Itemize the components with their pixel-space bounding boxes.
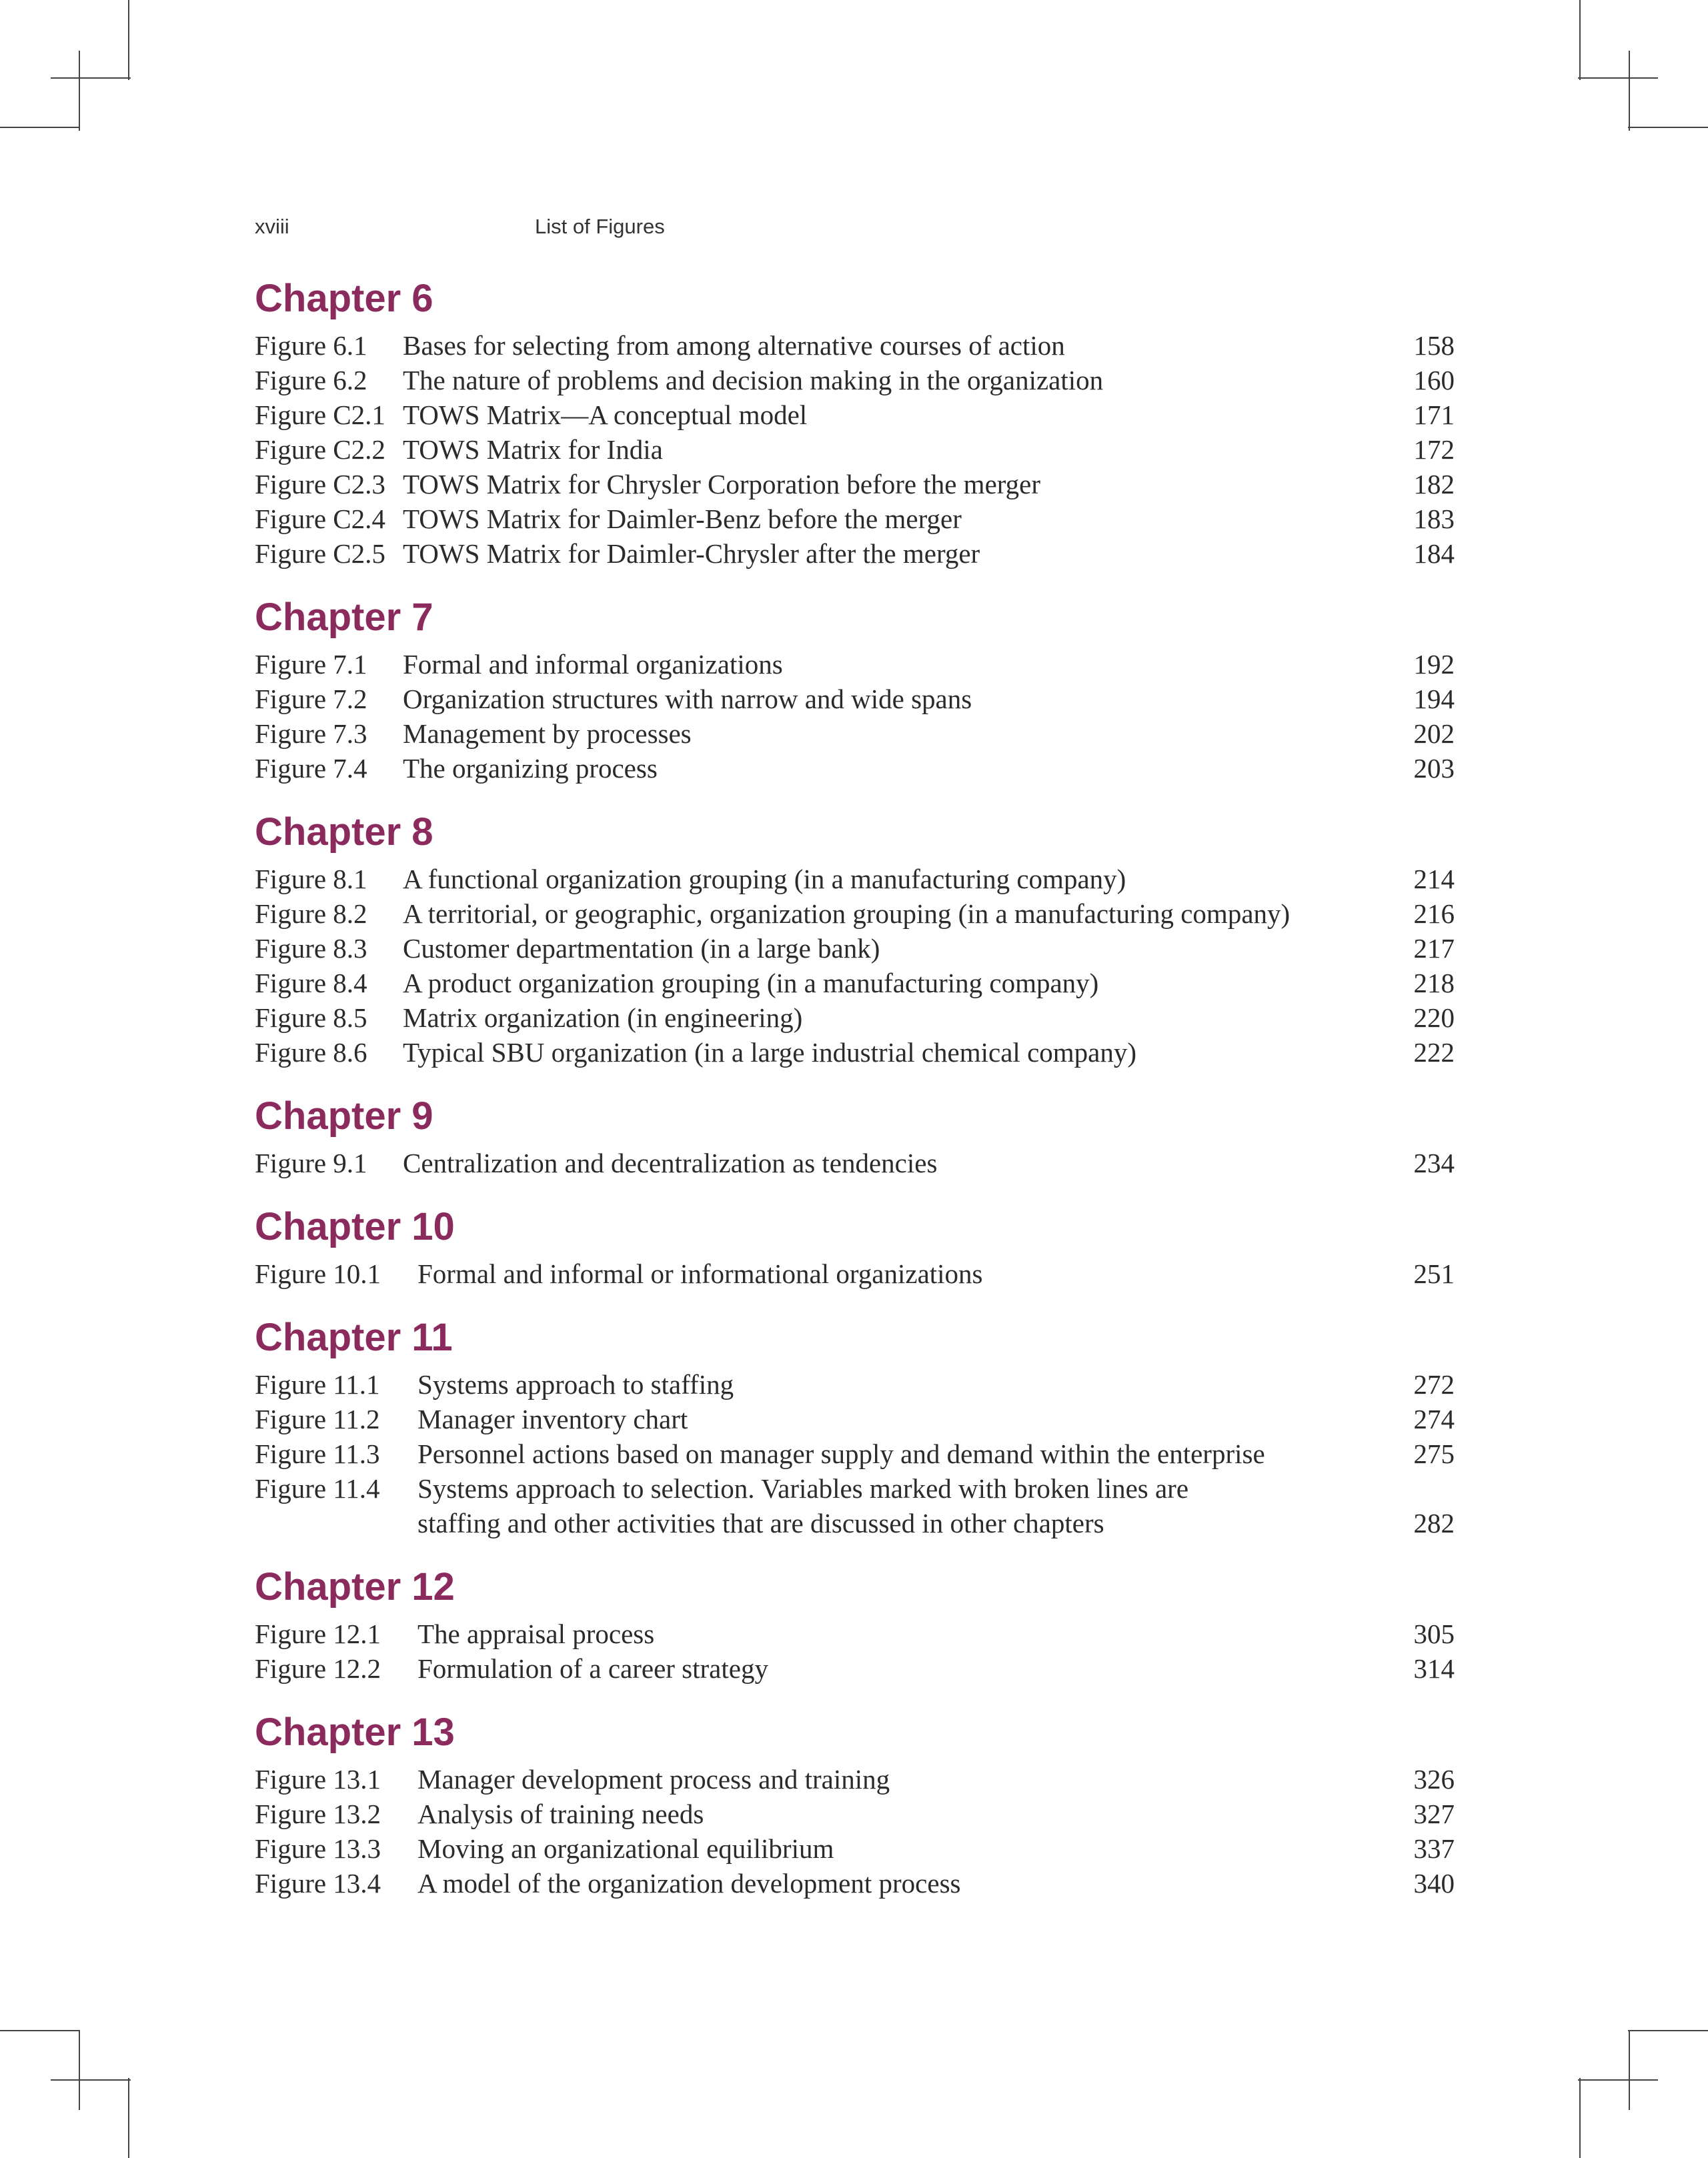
figure-number: Figure C2.2: [255, 434, 385, 465]
figure-entry: [255, 1146, 1455, 1180]
page-reference: 202: [1413, 718, 1455, 749]
figure-title-line: staffing and other activities that are discussed in other chapters: [417, 1508, 1104, 1538]
figure-entry: [255, 862, 1455, 896]
crop-mark: [51, 77, 131, 79]
page-reference: 282: [1413, 1508, 1455, 1538]
figure-title-line: TOWS Matrix for Daimler-Chrysler after the merger: [403, 538, 980, 569]
figure-title: [417, 1797, 704, 1831]
figure-number: Figure 10.1: [255, 1258, 381, 1289]
page-reference: 340: [1413, 1868, 1455, 1899]
figure-number: Figure 7.2: [255, 684, 367, 714]
page-reference: 326: [1413, 1764, 1455, 1795]
crop-mark: [128, 0, 129, 80]
figure-entry: [255, 647, 1455, 682]
figure-number: Figure 12.2: [255, 1653, 381, 1684]
figure-title: [403, 363, 1103, 397]
figure-title-line: Formal and informal or informational organizations: [417, 1258, 983, 1289]
figure-entry: [255, 432, 1455, 467]
figure-entry: [255, 1000, 1455, 1035]
figure-title: [417, 1616, 654, 1651]
figure-entry: [255, 536, 1455, 571]
page-reference: 327: [1413, 1799, 1455, 1829]
chapter-heading: Chapter 13: [255, 1711, 455, 1754]
figure-title: [403, 751, 658, 786]
figure-entry: [255, 1797, 1455, 1831]
crop-mark: [79, 51, 80, 131]
figure-title: [403, 931, 880, 966]
crop-mark: [128, 2078, 129, 2158]
list-of-figures: [255, 272, 1455, 1921]
figure-title-line: A functional organization grouping (in a manufacturing company): [403, 864, 1126, 894]
figure-title-line: TOWS Matrix for Chrysler Corporation before the merger: [403, 469, 1041, 499]
page-reference: 218: [1413, 968, 1455, 998]
figure-entry: [255, 397, 1455, 432]
figure-title: [403, 1146, 937, 1180]
page-reference: 214: [1413, 864, 1455, 894]
page-reference: 203: [1413, 753, 1455, 784]
figure-title-line: Manager development process and training: [417, 1764, 890, 1795]
crop-mark: [1579, 2078, 1581, 2158]
figure-title-line: Centralization and decentralization as tendencies: [403, 1148, 938, 1178]
page-reference: 160: [1413, 365, 1455, 395]
figure-number: Figure C2.5: [255, 538, 385, 569]
figure-title: [403, 682, 972, 716]
figure-title-line: Typical SBU organization (in a large industrial chemical company): [403, 1037, 1137, 1068]
chapter-heading: Chapter 8: [255, 810, 434, 854]
figure-entry: [255, 1616, 1455, 1651]
crop-mark: [79, 2030, 80, 2110]
figure-entry: [255, 1256, 1455, 1291]
figure-title: [403, 647, 783, 682]
figure-number: Figure C2.3: [255, 469, 385, 499]
figure-number: Figure 13.1: [255, 1764, 381, 1795]
figure-entry: [255, 1866, 1455, 1901]
figure-title: [403, 328, 1065, 363]
figure-title-line: A model of the organization development process: [417, 1868, 961, 1899]
figure-number: Figure 6.1: [255, 330, 367, 361]
figure-title: [403, 1035, 1136, 1070]
page-reference: 275: [1413, 1438, 1455, 1469]
chapter-heading: Chapter 7: [255, 596, 434, 639]
page-reference: 305: [1413, 1618, 1455, 1649]
figure-title-line: The organizing process: [403, 753, 658, 784]
figure-number: Figure 8.2: [255, 898, 367, 929]
figure-title-line: Bases for selecting from among alternative courses of action: [403, 330, 1065, 361]
figure-title: [403, 716, 692, 751]
figure-title-line: TOWS Matrix—A conceptual model: [403, 399, 808, 430]
page-reference: 337: [1413, 1833, 1455, 1864]
figure-title-line: A product organization grouping (in a manufacturing company): [403, 968, 1099, 998]
figure-title-line: Management by processes: [403, 718, 692, 749]
page-reference: 216: [1413, 898, 1455, 929]
figure-title: [403, 896, 1290, 931]
figure-number: Figure 7.1: [255, 649, 367, 680]
chapter-section: [255, 806, 1455, 1070]
crop-mark: [1629, 51, 1630, 131]
figure-title-line: TOWS Matrix for Daimler-Benz before the merger: [403, 503, 962, 534]
page-reference: 194: [1413, 684, 1455, 714]
figure-number: Figure 7.3: [255, 718, 367, 749]
figure-title: [417, 1762, 890, 1797]
chapter-section: [255, 1200, 1455, 1291]
page-reference: 158: [1413, 330, 1455, 361]
figure-title: [417, 1866, 960, 1901]
figure-title-line: Personnel actions based on manager supply and demand within the enterprise: [417, 1438, 1265, 1469]
figure-title: [403, 467, 1040, 501]
figure-number: Figure 8.4: [255, 968, 367, 998]
figure-title: [403, 1000, 802, 1035]
figure-entry: [255, 931, 1455, 966]
crop-mark: [51, 2079, 131, 2081]
page-reference: 251: [1413, 1258, 1455, 1289]
figure-title-line: Systems approach to staffing: [417, 1369, 734, 1400]
chapter-section: [255, 591, 1455, 786]
page-reference: 272: [1413, 1369, 1455, 1400]
figure-number: Figure 11.1: [255, 1369, 380, 1400]
figure-title-line: Analysis of training needs: [417, 1799, 704, 1829]
crop-mark: [0, 2030, 80, 2031]
figure-title-line: The nature of problems and decision making in the organization: [403, 365, 1104, 395]
page-reference: 274: [1413, 1404, 1455, 1434]
figure-title-line: Systems approach to selection. Variables marked with broken lines are: [417, 1473, 1189, 1504]
figure-title-line: Organization structures with narrow and wide spans: [403, 684, 972, 714]
page-reference: 217: [1413, 933, 1455, 964]
figure-entry: [255, 1831, 1455, 1866]
figure-number: Figure 13.3: [255, 1833, 381, 1864]
figure-title-line: The appraisal process: [417, 1618, 655, 1649]
figure-title: [403, 966, 1098, 1000]
figure-title: [403, 432, 663, 467]
chapter-section: [255, 272, 1455, 571]
figure-title-line: Matrix organization (in engineering): [403, 1002, 803, 1033]
page-number: xviii: [255, 215, 289, 238]
figure-number: Figure C2.4: [255, 503, 385, 534]
figure-entry: [255, 467, 1455, 501]
figure-title: [403, 397, 807, 432]
figure-number: Figure 11.3: [255, 1438, 380, 1469]
chapter-section: [255, 1090, 1455, 1180]
figure-title: [403, 501, 962, 536]
figure-number: Figure 7.4: [255, 753, 367, 784]
figure-title-line: Manager inventory chart: [417, 1404, 688, 1434]
crop-mark: [1628, 2030, 1708, 2031]
running-title: List of Figures: [535, 215, 665, 238]
figure-number: Figure 8.5: [255, 1002, 367, 1033]
crop-mark: [1578, 2079, 1658, 2081]
figure-title: [417, 1471, 1188, 1540]
chapter-section: [255, 1706, 1455, 1901]
figure-entry: [255, 1651, 1455, 1686]
crop-mark: [1629, 2030, 1630, 2110]
chapter-section: [255, 1311, 1455, 1540]
figure-number: Figure 8.3: [255, 933, 367, 964]
chapter-heading: Chapter 6: [255, 277, 434, 320]
figure-entry: [255, 716, 1455, 751]
figure-title-line: TOWS Matrix for India: [403, 434, 663, 465]
crop-mark: [1628, 127, 1708, 128]
figure-title: [417, 1402, 688, 1436]
crop-mark: [0, 127, 80, 128]
crop-mark: [1579, 0, 1581, 80]
figure-title-line: Customer departmentation (in a large bank): [403, 933, 880, 964]
figure-title-line: A territorial, or geographic, organization grouping (in a manufacturing company): [403, 898, 1291, 929]
figure-title-line: Formulation of a career strategy: [417, 1653, 768, 1684]
figure-entry: [255, 751, 1455, 786]
figure-title: [417, 1651, 768, 1686]
page-reference: 234: [1413, 1148, 1455, 1178]
figure-number: Figure 13.2: [255, 1799, 381, 1829]
chapter-heading: Chapter 11: [255, 1316, 453, 1359]
page-reference: 183: [1413, 503, 1455, 534]
page-reference: 222: [1413, 1037, 1455, 1068]
figure-title: [417, 1256, 983, 1291]
figure-entry: [255, 501, 1455, 536]
figure-title-line: Moving an organizational equilibrium: [417, 1833, 834, 1864]
page-reference: 314: [1413, 1653, 1455, 1684]
crop-mark: [1578, 77, 1658, 79]
figure-title-line: Formal and informal organizations: [403, 649, 783, 680]
chapter-heading: Chapter 10: [255, 1205, 455, 1248]
figure-number: Figure C2.1: [255, 399, 385, 430]
figure-entry: [255, 682, 1455, 716]
page-reference: 192: [1413, 649, 1455, 680]
figure-entry: [255, 363, 1455, 397]
figure-number: Figure 6.2: [255, 365, 367, 395]
figure-entry: [255, 1471, 1455, 1540]
page-reference: 184: [1413, 538, 1455, 569]
figure-entry: [255, 1035, 1455, 1070]
figure-title: [403, 862, 1126, 896]
figure-entry: [255, 1402, 1455, 1436]
figure-number: Figure 13.4: [255, 1868, 381, 1899]
figure-entry: [255, 1436, 1455, 1471]
figure-entry: [255, 896, 1455, 931]
figure-title: [417, 1436, 1265, 1471]
figure-number: Figure 9.1: [255, 1148, 367, 1178]
figure-title: [403, 536, 980, 571]
page-reference: 172: [1413, 434, 1455, 465]
figure-entry: [255, 1762, 1455, 1797]
chapter-heading: Chapter 12: [255, 1565, 455, 1608]
figure-entry: [255, 328, 1455, 363]
page-reference: 182: [1413, 469, 1455, 499]
figure-entry: [255, 966, 1455, 1000]
figure-number: Figure 12.1: [255, 1618, 381, 1649]
figure-number: Figure 8.6: [255, 1037, 367, 1068]
page-reference: 171: [1413, 399, 1455, 430]
figure-entry: [255, 1367, 1455, 1402]
figure-title: [417, 1367, 734, 1402]
figure-number: Figure 8.1: [255, 864, 367, 894]
figure-title: [417, 1831, 834, 1866]
figure-number: Figure 11.4: [255, 1473, 380, 1504]
chapter-heading: Chapter 9: [255, 1094, 434, 1138]
figure-number: Figure 11.2: [255, 1404, 380, 1434]
chapter-section: [255, 1560, 1455, 1686]
page-reference: 220: [1413, 1002, 1455, 1033]
